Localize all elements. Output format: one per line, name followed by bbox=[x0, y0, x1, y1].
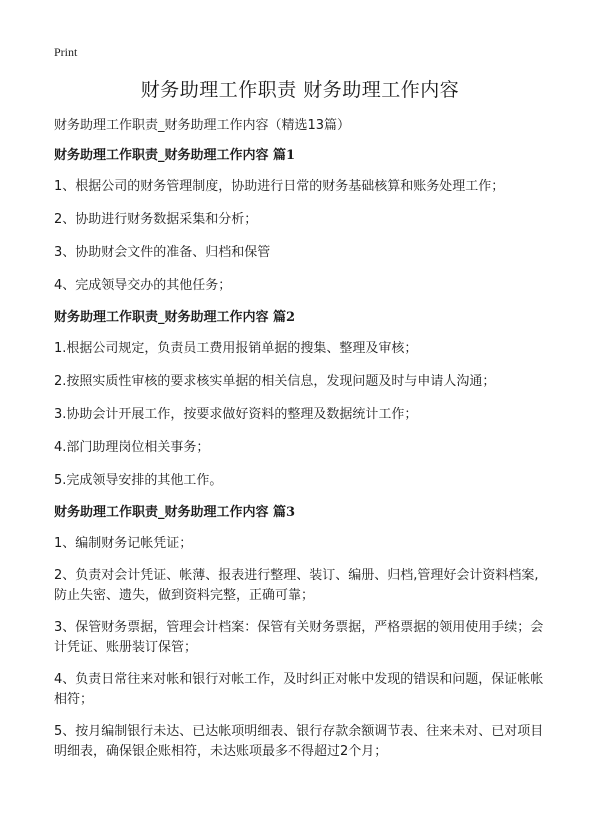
section-3 bbox=[54, 504, 546, 762]
list-item: 2、协助进行财务数据采集和分析； bbox=[54, 212, 258, 227]
document-title: 财务助理工作职责 财务助理工作内容 bbox=[140, 79, 460, 101]
list-item: 1、编制财务记帐凭证； bbox=[54, 536, 193, 551]
list-item: 1.根据公司规定，负责员工费用报销单据的搜集、整理及审核； bbox=[54, 341, 418, 356]
list-item: 4、完成领导交办的其他任务； bbox=[54, 278, 232, 293]
list-item: 4、负责日常往来对帐和银行对帐工作，及时纠正对帐中发现的错误和问题，保证帐帐相符； bbox=[54, 672, 544, 707]
list-item: 3、协助财会文件的准备、归档和保管 bbox=[54, 245, 271, 260]
list-item: 1、根据公司的财务管理制度，协助进行日常的财务基础核算和账务处理工作； bbox=[54, 179, 505, 194]
list-item: 5、按月编制银行未达、已达帐项明细表、银行存款余额调节表、往来未对、已对项目明细表，确保银企账相符，未达账项最多不得超过2个月； bbox=[54, 724, 544, 759]
list-item: 5.完成领导安排的其他工作。 bbox=[54, 473, 223, 488]
list-item: 3、保管财务票据，管理会计档案：保管有关财务票据，严格票据的领用使用手续；会计凭证、账册装订保管； bbox=[54, 620, 544, 655]
section-1 bbox=[54, 147, 546, 296]
section-heading: 财务助理工作职责_财务助理工作内容 篇1 bbox=[54, 148, 296, 163]
list-item: 4.部门助理岗位相关事务； bbox=[54, 440, 210, 455]
document-subtitle: 财务助理工作职责_财务助理工作内容（精选13篇） bbox=[54, 118, 351, 133]
list-item: 2.按照实质性审核的要求核实单据的相关信息，发现问题及时与申请人沟通； bbox=[54, 374, 496, 389]
section-2 bbox=[54, 309, 546, 491]
print-label: Print bbox=[54, 45, 78, 59]
section-heading: 财务助理工作职责_财务助理工作内容 篇3 bbox=[54, 505, 296, 520]
section-heading: 财务助理工作职责_财务助理工作内容 篇2 bbox=[54, 310, 296, 325]
list-item: 3.协助会计开展工作，按要求做好资料的整理及数据统计工作； bbox=[54, 407, 418, 422]
list-item: 2、负责对会计凭证、帐薄、报表进行整理、装订、编册、归档,管理好会计资料档案,防止失密、遗失，做到资料完整，正确可靠； bbox=[54, 568, 539, 603]
